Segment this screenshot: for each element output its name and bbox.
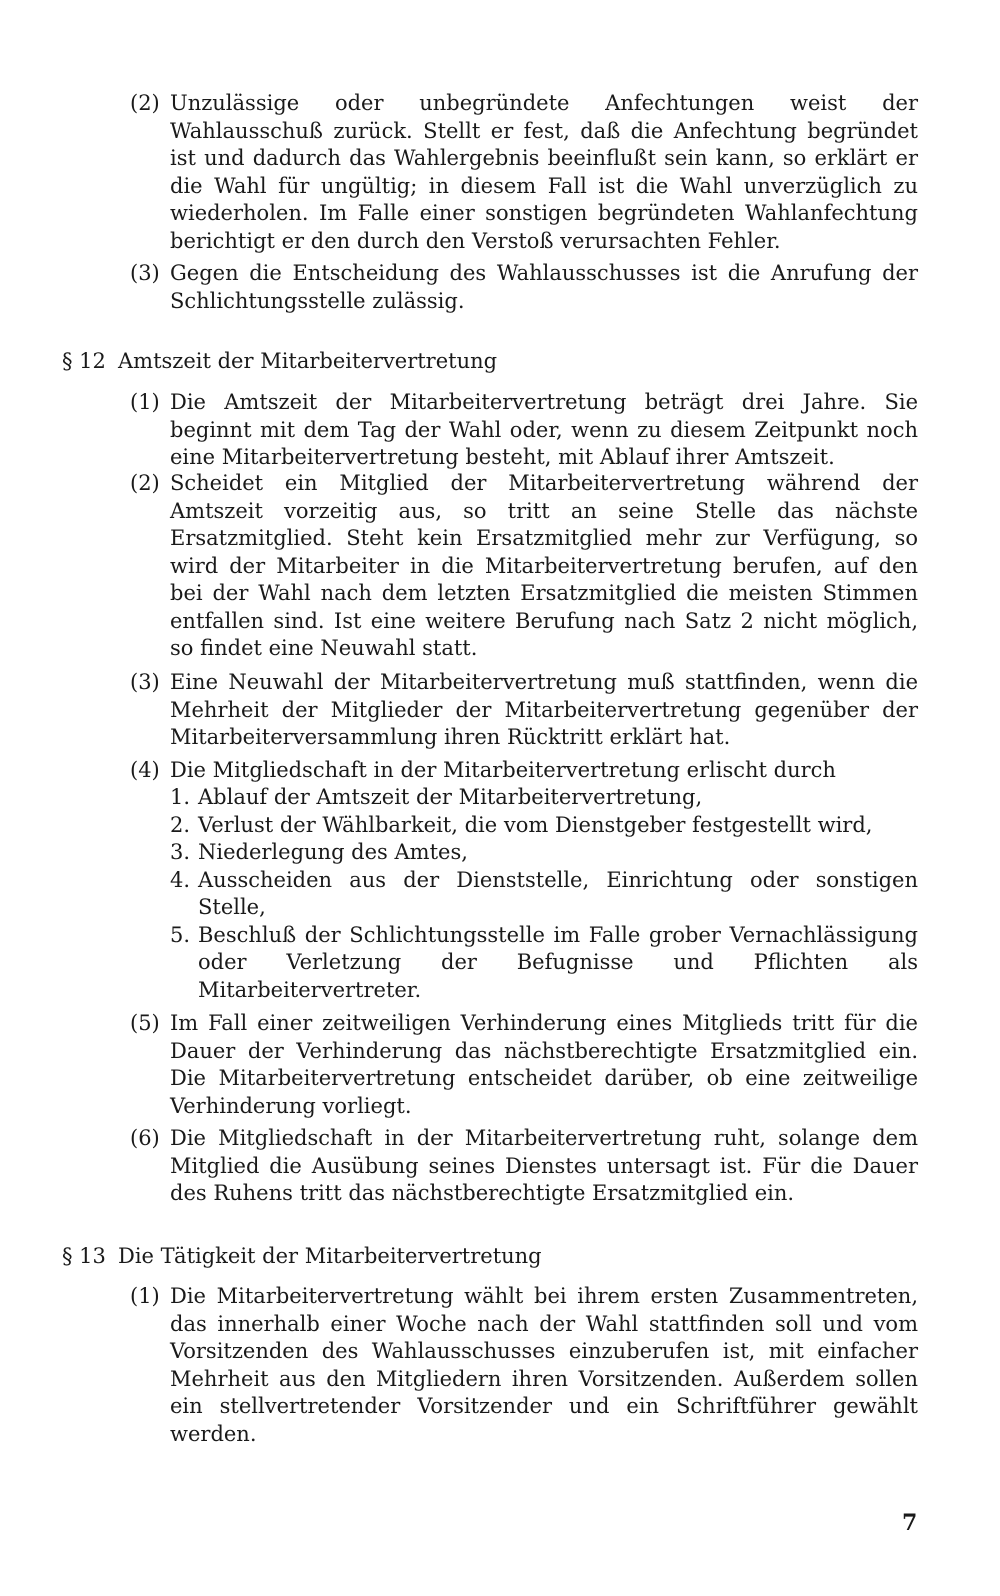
section-12-heading bbox=[62, 348, 912, 376]
list-item-text: Beschluß der Schlichtungsstelle im Falle grober Vernachlässigung oder Verletzung der Befugnisse und Pflichten als Mitarbeitervertreter. bbox=[198, 922, 918, 1002]
paragraph-text: Die Amtszeit der Mitarbeitervertretung beträgt drei Jahre. Sie beginnt mit dem Tag der Wahl oder, wenn zu diesem Zeitpunkt noch eine Mitarbeitervertretung besteht, mit Ablauf ihrer Amtszeit. bbox=[170, 390, 918, 469]
section-title: Die Tätigkeit der Mitarbeitervertretung bbox=[118, 1244, 542, 1268]
paragraph-11-3 bbox=[130, 260, 918, 315]
paragraph-text: Die Mitgliedschaft in der Mitarbeitervertretung erlischt durch bbox=[170, 758, 836, 782]
list-item-number: 5. bbox=[170, 922, 191, 947]
section-number: § 13 bbox=[62, 1244, 106, 1268]
paragraph-number: (4) bbox=[130, 758, 160, 782]
paragraph-12-6 bbox=[130, 1125, 918, 1208]
list-item bbox=[170, 784, 918, 812]
paragraph-number: (6) bbox=[130, 1126, 160, 1150]
paragraph-number: (1) bbox=[130, 1284, 160, 1308]
paragraph-text: Die Mitgliedschaft in der Mitarbeitervertretung ruht, solange dem Mitglied die Ausübung seines Dienstes untersagt ist. Für die Dauer des Ruhens tritt das nächstberechtigte Ersatzmitglied ein. bbox=[170, 1126, 918, 1205]
list-item bbox=[170, 812, 918, 840]
paragraph-number: (3) bbox=[130, 670, 160, 694]
section-13-heading bbox=[62, 1243, 912, 1271]
paragraph-number: (5) bbox=[130, 1011, 160, 1035]
paragraph-text: Gegen die Entscheidung des Wahlausschusses ist die Anrufung der Schlichtungsstelle zulässig. bbox=[170, 261, 918, 313]
paragraph-text: Im Fall einer zeitweiligen Verhinderung eines Mitglieds tritt für die Dauer der Verhinderung das nächstberechtigte Ersatzmitglied ein. Die Mitarbeitervertretung entscheidet darüber, ob eine zeitweilige Verhinderung vorliegt. bbox=[170, 1011, 918, 1118]
list-item bbox=[170, 839, 918, 867]
list-item-number: 3. bbox=[170, 840, 191, 864]
list-item-text: Niederlegung des Amtes, bbox=[198, 840, 468, 864]
paragraph-number: (1) bbox=[130, 390, 160, 414]
paragraph-12-3 bbox=[130, 669, 918, 752]
list-item-text: Ausscheiden aus der Dienststelle, Einrichtung oder sonstigen Stelle, bbox=[198, 867, 918, 919]
paragraph-13-1 bbox=[130, 1283, 918, 1448]
list-item-text: Verlust der Wählbarkeit, die vom Dienstgeber festgestellt wird, bbox=[198, 812, 873, 837]
paragraph-12-1 bbox=[130, 389, 918, 472]
paragraph-11-2 bbox=[130, 90, 918, 255]
paragraph-number: (2) bbox=[130, 91, 160, 115]
paragraph-number: (3) bbox=[130, 261, 160, 285]
paragraph-text: Eine Neuwahl der Mitarbeitervertretung muß stattfinden, wenn die Mehrheit der Mitglieder der Mitarbeitervertretung gegenüber der Mitarbeiterversammlung ihren Rücktritt erklärt hat. bbox=[170, 670, 918, 749]
paragraph-number: (2) bbox=[130, 471, 160, 495]
section-title: Amtszeit der Mitarbeitervertretung bbox=[118, 349, 498, 373]
list-item-number: 2. bbox=[170, 812, 191, 837]
list-item-number: 1. bbox=[170, 785, 191, 809]
page-number: 7 bbox=[902, 1510, 918, 1536]
paragraph-12-5 bbox=[130, 1010, 918, 1120]
termination-list bbox=[170, 784, 918, 1004]
paragraph-12-4 bbox=[130, 757, 918, 785]
section-number: § 12 bbox=[62, 349, 106, 373]
paragraph-text: Die Mitarbeitervertretung wählt bei ihrem ersten Zusammentreten, das innerhalb einer Woche nach der Wahl stattfinden soll und vom Vorsitzenden des Wahlausschusses einzuberufen ist, mit einfacher Mehrheit aus den Mitgliedern ihren Vorsitzenden. Außerdem sollen ein stellvertretender Vorsitzender und ein Schriftführer gewählt werden. bbox=[170, 1284, 918, 1446]
paragraph-text: Scheidet ein Mitglied der Mitarbeitervertretung während der Amtszeit vorzeitig aus, so tritt an seine Stelle das nächste Ersatzmitglied. Steht kein Ersatzmitglied mehr zur Verfügung, so wird der Mitarbeiter in die Mitarbeitervertretung berufen, auf den bei der Wahl nach dem letzten Ersatzmitglied die meisten Stimmen entfallen sind. Ist eine weitere Berufung nach Satz 2 nicht möglich, so findet eine Neuwahl statt. bbox=[170, 471, 918, 660]
paragraph-12-2 bbox=[130, 470, 918, 663]
list-item-text: Ablauf der Amtszeit der Mitarbeitervertretung, bbox=[198, 785, 703, 809]
list-item bbox=[170, 922, 918, 1005]
list-item bbox=[170, 867, 918, 922]
list-item-number: 4. bbox=[170, 867, 191, 892]
paragraph-text: Unzulässige oder unbegründete Anfechtungen weist der Wahlausschuß zurück. Stellt er fest, daß die Anfechtung begründet ist und dadurch das Wahlergebnis beeinflußt sein kann, so erklärt er die Wahl für ungültig; in diesem Fall ist die Wahl unverzüglich zu wiederholen. Im Falle einer sonstigen begründeten Wahlanfechtung berichtigt er den durch den Verstoß verursachten Fehler. bbox=[170, 91, 918, 253]
